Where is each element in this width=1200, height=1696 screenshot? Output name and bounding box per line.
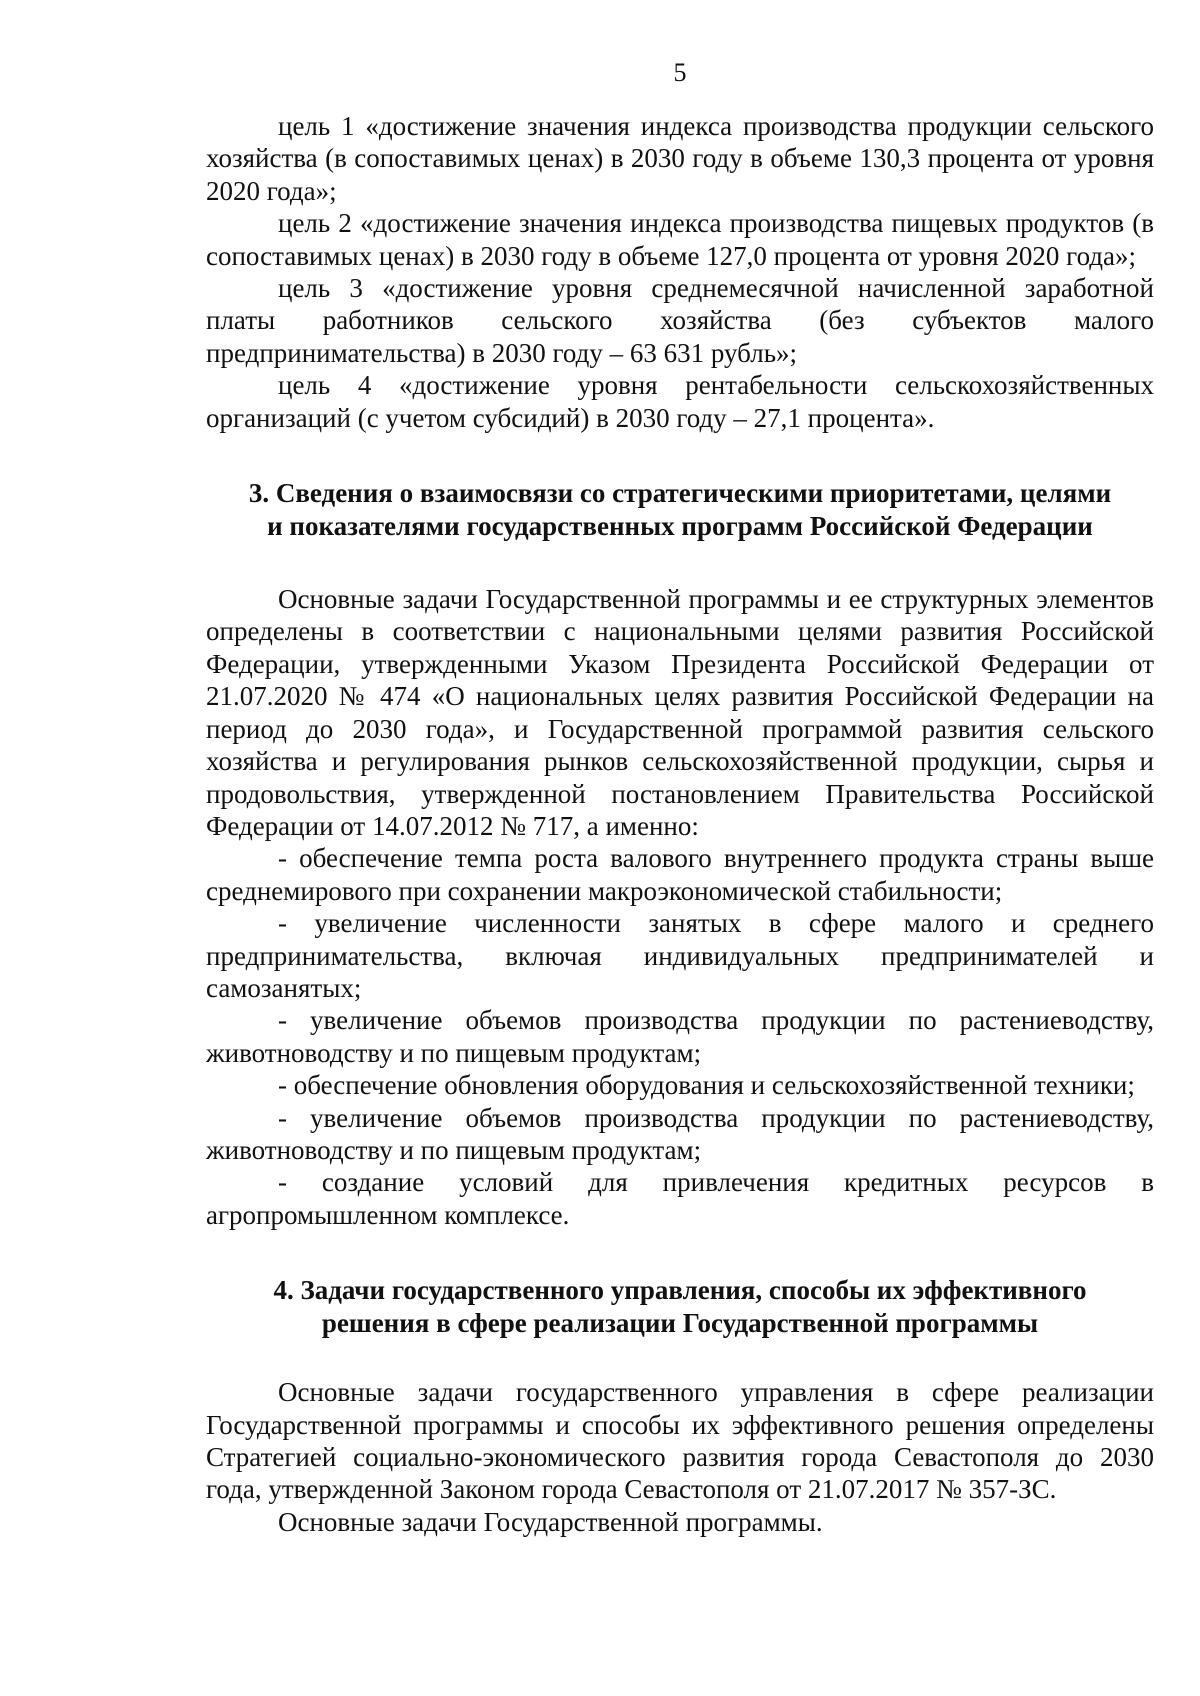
section-3-heading: 3. Сведения о взаимосвязи со стратегическими приоритетами, целями и показателями государственных программ Российской Федерации (248, 478, 1112, 542)
goal-item-2: цель 2 «достижение значения индекса производства пищевых продуктов (в сопоставимых ценах) в 2030 году в объеме 127,0 процента от уровня 2020 года»; (206, 208, 1154, 271)
section-3-item: - обеспечение темпа роста валового внутреннего продукта страны выше среднемирового при сохранении макроэкономической стабильности; (206, 843, 1154, 906)
goal-item-3: цель 3 «достижение уровня среднемесячной начисленной заработной платы работников сельского хозяйства (без субъектов малого предпринимательства) в 2030 году – 63 631 рубль»; (206, 273, 1154, 368)
section-3-intro: Основные задачи Государственной программы и ее структурных элементов определены в соответствии с национальными целями развития Российской Федерации, утвержденными Указом Президента Российской Федерации от 21.07.2020 № 474 «О национальных целях развития Российской Федерации на период до 2030 года», и Государственной программой развития сельского хозяйства и регулирования рынков сельскохозяйственной продукции, сырья и продовольствия, утвержденной постановлением Правительства Российской Федерации от 14.07.2012 № 717, а именно: (206, 584, 1154, 841)
goal-item-1: цель 1 «достижение значения индекса производства продукции сельского хозяйства (в сопоставимых ценах) в 2030 году в объеме 130,3 процента от уровня 2020 года»; (206, 111, 1154, 206)
section-3-body (206, 583, 1154, 1231)
section-4-paragraph-1: Основные задачи государственного управления в сфере реализации Государственной программы и способы их эффективного решения определены Стратегией социально-экономического развития города Севастополя до 2030 года, утвержденной Законом города Севастополя от 21.07.2017 № 357-ЗС. (206, 1377, 1154, 1505)
section-3-item: - создание условий для привлечения кредитных ресурсов в агропромышленном комплексе. (206, 1167, 1154, 1230)
page-number: 5 (673, 58, 687, 87)
document-page (206, 58, 1154, 1538)
section-3-item: - увеличение объемов производства продукции по растениеводству, животноводству и по пищевым продуктам; (206, 1102, 1154, 1165)
goal-item-4: цель 4 «достижение уровня рентабельности сельскохозяйственных организаций (с учетом субсидий) в 2030 году – 27,1 процента». (206, 370, 1154, 433)
section-4-paragraph-2: Основные задачи Государственной программы. (278, 1506, 823, 1537)
section-4-heading: 4. Задачи государственного управления, способы их эффективного решения в сфере реализации Государственной программы (273, 1275, 1087, 1339)
section-3-item: - обеспечение обновления оборудования и сельскохозяйственной техники; (278, 1070, 1135, 1101)
section-4-body (206, 1376, 1154, 1538)
section-3-item: - увеличение численности занятых в сфере малого и среднего предпринимательства, включая индивидуальных предпринимателей и самозанятых; (206, 908, 1154, 1003)
goals-list (206, 110, 1154, 434)
section-3-item: - увеличение объемов производства продукции по растениеводству, животноводству и по пищевым продуктам; (206, 1005, 1154, 1068)
